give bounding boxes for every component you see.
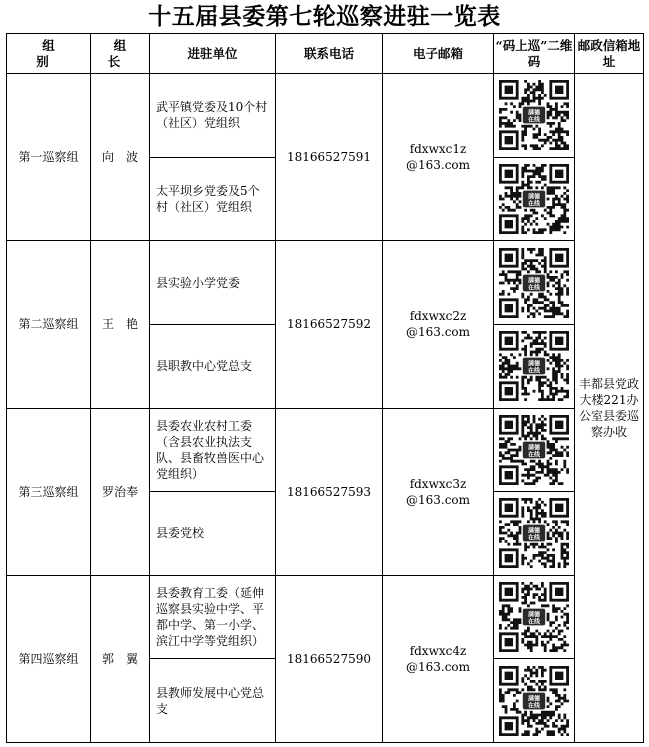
- header-row: [7, 34, 644, 74]
- table-row: [7, 575, 644, 659]
- group-leader: 向 波: [91, 74, 150, 241]
- header-qr: “码上巡”二维码: [494, 34, 575, 74]
- email-user: fdxwxc4z: [409, 643, 467, 658]
- qr-badge-label: 满德: [527, 695, 541, 703]
- qr-code-icon[interactable]: [499, 248, 569, 318]
- email-cell[interactable]: [383, 74, 494, 241]
- qr-cell[interactable]: [494, 408, 575, 492]
- phone-cell: 18166527592: [276, 241, 383, 408]
- phone-cell: 18166527591: [276, 74, 383, 241]
- header-leader: 组 长: [91, 34, 150, 74]
- qr-code-icon[interactable]: [499, 666, 569, 736]
- table-row: [7, 74, 644, 158]
- qr-code-icon[interactable]: [499, 331, 569, 401]
- email-cell[interactable]: [383, 575, 494, 742]
- qr-cell[interactable]: [494, 74, 575, 158]
- table-row: [7, 408, 644, 492]
- email-domain: @163.com: [405, 659, 471, 674]
- header-units: 进驻单位: [150, 34, 276, 74]
- email-user: fdxwxc1z: [409, 142, 467, 157]
- qr-badge-label: 满德: [527, 110, 541, 118]
- email-user: fdxwxc3z: [409, 476, 467, 491]
- qr-cell[interactable]: [494, 241, 575, 325]
- page-title: 十五届县委第七轮巡察进驻一览表: [148, 3, 501, 30]
- unit-cell: 县教师发展中心党总支: [150, 659, 276, 743]
- qr-badge-label: 满德: [527, 277, 541, 285]
- qr-badge-label: 满德: [527, 444, 541, 452]
- unit-cell: 县实验小学党委: [150, 241, 276, 325]
- qr-badge-label: 在线: [527, 200, 541, 208]
- qr-badge-label: 满德: [527, 611, 541, 619]
- email-user: fdxwxc2z: [409, 309, 467, 324]
- qr-badge-label: 满德: [527, 360, 541, 368]
- group-leader: 郭 翼: [91, 575, 150, 742]
- qr-badge-label: 在线: [527, 534, 541, 542]
- inspection-table: [6, 33, 644, 743]
- header-group: 组 别: [7, 34, 91, 74]
- email-domain: @163.com: [405, 492, 471, 507]
- unit-cell: 县委农业农村工委（含县农业执法支队、县畜牧兽医中心党组织）: [150, 408, 276, 492]
- group-leader: 王 艳: [91, 241, 150, 408]
- qr-cell[interactable]: [494, 659, 575, 743]
- qr-badge-label: 在线: [527, 618, 541, 626]
- qr-badge-label: 在线: [527, 284, 541, 292]
- mail-address-cell: 丰都县党政大楼221办公室县委巡察办收: [575, 74, 644, 743]
- group-name: 第二巡察组: [7, 241, 91, 408]
- group-name: 第三巡察组: [7, 408, 91, 575]
- qr-code-icon[interactable]: [499, 80, 569, 150]
- table-row: [7, 241, 644, 325]
- qr-code-icon[interactable]: [499, 415, 569, 485]
- group-leader: 罗治奉: [91, 408, 150, 575]
- qr-badge-label: 在线: [527, 451, 541, 459]
- unit-cell: 武平镇党委及10个村（社区）党组织: [150, 74, 276, 158]
- header-phone: 联系电话: [276, 34, 383, 74]
- email-cell[interactable]: [383, 408, 494, 575]
- unit-cell: 县职教中心党总支: [150, 324, 276, 408]
- header-email: 电子邮箱: [383, 34, 494, 74]
- qr-cell[interactable]: [494, 324, 575, 408]
- group-name: 第四巡察组: [7, 575, 91, 742]
- qr-badge-label: 在线: [527, 702, 541, 710]
- qr-cell[interactable]: [494, 492, 575, 576]
- qr-code-icon[interactable]: [499, 582, 569, 652]
- qr-cell[interactable]: [494, 575, 575, 659]
- unit-cell: 太平坝乡党委及5个村（社区）党组织: [150, 157, 276, 241]
- qr-code-icon[interactable]: [499, 498, 569, 568]
- qr-badge-label: 满德: [527, 193, 541, 201]
- phone-cell: 18166527593: [276, 408, 383, 575]
- group-name: 第一巡察组: [7, 74, 91, 241]
- email-cell[interactable]: [383, 241, 494, 408]
- qr-cell[interactable]: [494, 157, 575, 241]
- unit-cell: 县委教育工委（延伸巡察县实验中学、平都中学、第一小学、滨江中学等党组织）: [150, 575, 276, 659]
- qr-badge-label: 在线: [527, 367, 541, 375]
- qr-badge-label: 满德: [527, 528, 541, 536]
- qr-badge-label: 在线: [527, 116, 541, 124]
- phone-cell: 18166527590: [276, 575, 383, 742]
- header-mail-address: 邮政信箱地址: [575, 34, 644, 74]
- qr-code-icon[interactable]: [499, 164, 569, 234]
- email-domain: @163.com: [405, 325, 471, 340]
- unit-cell: 县委党校: [150, 492, 276, 576]
- email-domain: @163.com: [405, 158, 471, 173]
